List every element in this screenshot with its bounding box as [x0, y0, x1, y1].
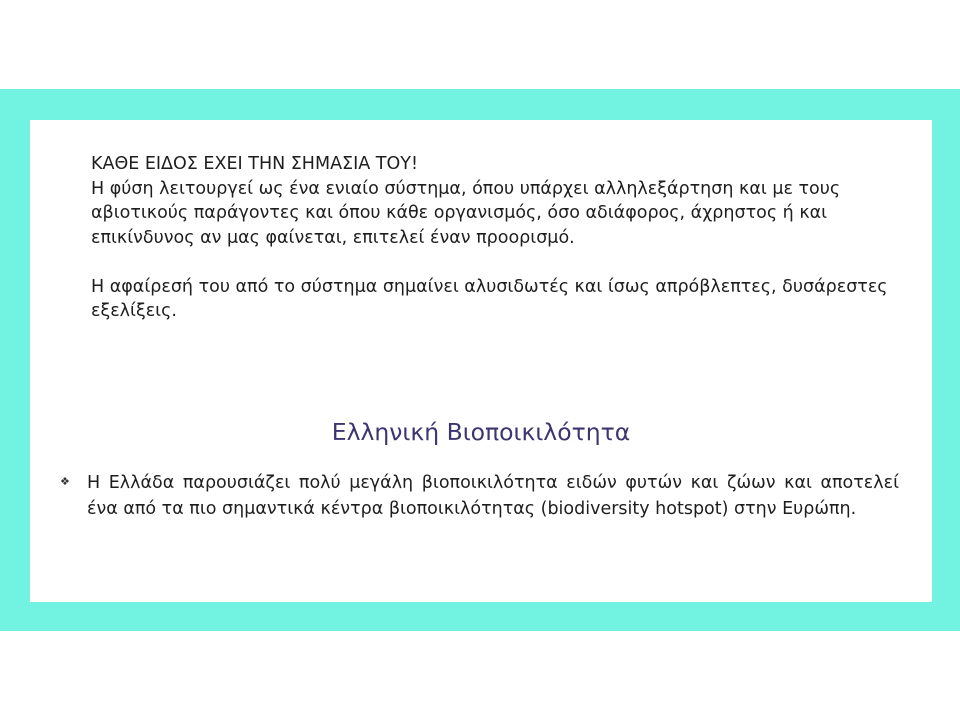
- bullet-list-item: [60, 470, 900, 522]
- diamond-bullet-icon: ❖: [60, 475, 70, 488]
- intro-text-block: [91, 152, 911, 324]
- bullet-text: Η Ελλάδα παρουσιάζει πολύ μεγάλη βιοποικιλότητα ειδών φυτών και ζώων και αποτελεί ένα από τα πιο σημαντικά κέντρα βιοποικιλότητας (biodiversity hotspot) στην Ευρώπη.: [87, 473, 899, 519]
- intro-paragraph-2: Η αφαίρεσή του από το σύστημα σημαίνει αλυσιδωτές και ίσως απρόβλεπτες, δυσάρεστες εξελίξεις.: [91, 276, 888, 321]
- intro-paragraph-1: Η φύση λειτουργεί ως ένα ενιαίο σύστημα, όπου υπάρχει αλληλεξάρτηση και με τους αβιοτικούς παράγοντες και όπου κάθε οργανισμός, όσο αδιάφορος, άχρηστος ή και επικίνδυνος αν μας φαίνεται, επιτελεί έναν προορισμό.: [91, 178, 841, 248]
- section-title: Ελληνική Βιοποικιλότητα: [331, 418, 631, 446]
- intro-heading: ΚΑΘΕ ΕΙΔΟΣ ΕΧΕΙ ΤΗΝ ΣΗΜΑΣΙΑ ΤΟΥ!: [91, 154, 418, 174]
